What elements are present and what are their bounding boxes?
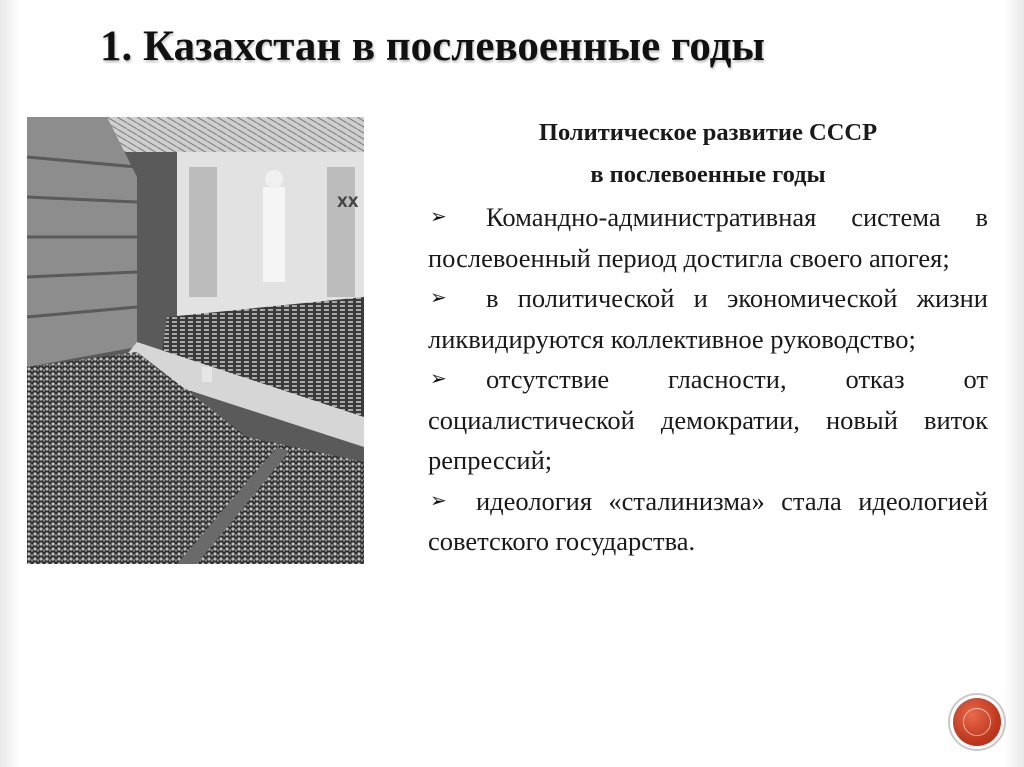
bullet-text: Командно-административная система в послевоенный период достигла своего апогея;: [428, 202, 988, 273]
circle-nav-icon: [963, 708, 991, 736]
slide-nav-button[interactable]: [953, 698, 1001, 746]
right-edge-shadow: [1004, 0, 1024, 767]
arrowhead-icon: ➢: [430, 368, 447, 390]
congress-hall-photo: [27, 117, 364, 564]
subtitle-line-1: Политическое развитие СССР: [538, 119, 878, 146]
bullet-text: в политической и экономической жизни ликвидируются коллективное руководство;: [428, 283, 988, 354]
slide-title: 1. Казахстан в послевоенные годы: [100, 23, 765, 70]
banner-text: XX: [337, 195, 359, 211]
bullet-text: идеология «сталинизма» стала идеологией советского государства.: [428, 485, 988, 556]
arrowhead-icon: ➢: [430, 206, 447, 228]
left-edge-shadow: [0, 0, 20, 767]
bullet-item: [428, 197, 988, 278]
arrowhead-icon: ➢: [430, 489, 447, 512]
arrowhead-icon: ➢: [430, 287, 447, 309]
section-heading: [428, 112, 988, 196]
bullet-item: [428, 278, 988, 359]
bullet-text: отсутствие гласности, отказ от социалистической демократии, новый виток репрессий;: [428, 364, 988, 475]
bullet-item: [428, 359, 988, 481]
bullet-list: [428, 197, 988, 562]
subtitle-line-2: в послевоенные годы: [590, 161, 826, 188]
bullet-item: [428, 481, 988, 562]
